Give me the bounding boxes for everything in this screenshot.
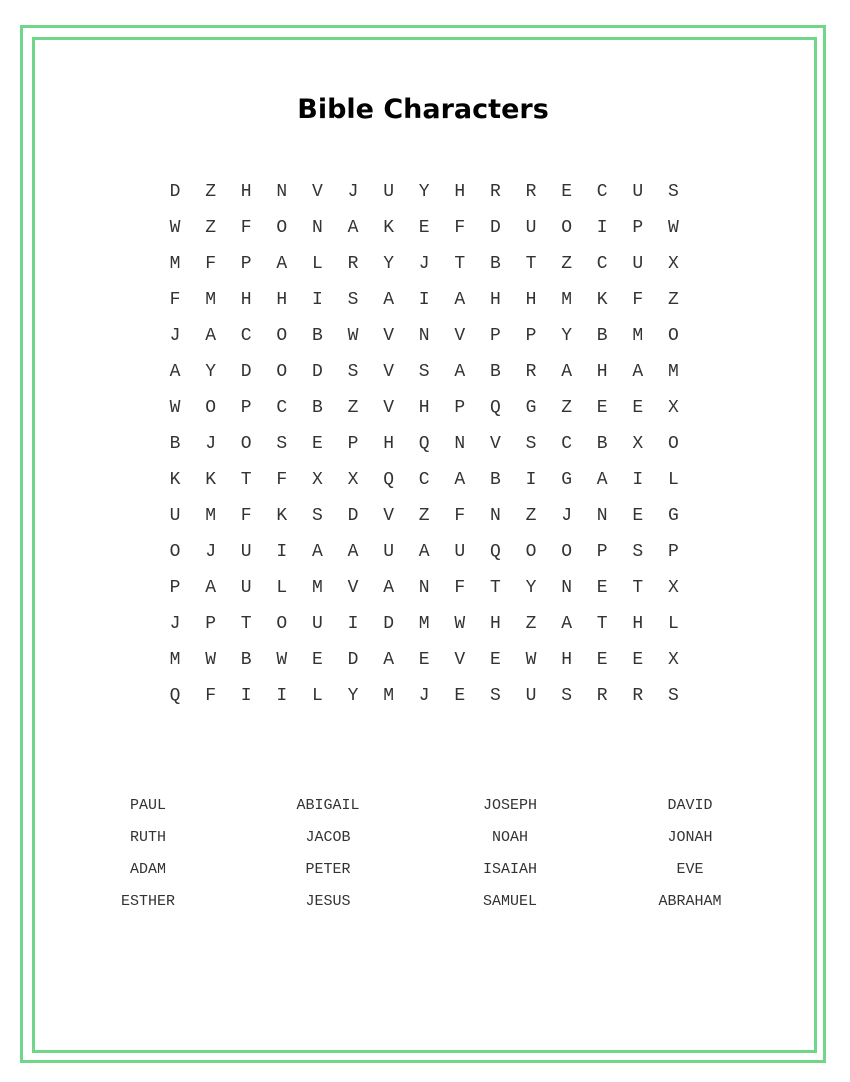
grid-letter: P bbox=[240, 398, 252, 418]
grid-letter: O bbox=[276, 218, 288, 238]
grid-letter: N bbox=[489, 506, 501, 526]
grid-letter: T bbox=[596, 614, 608, 634]
grid-letter: E bbox=[418, 650, 430, 670]
grid-letter: H bbox=[240, 290, 252, 310]
grid-letter: T bbox=[525, 254, 537, 274]
grid-letter: X bbox=[632, 434, 644, 454]
grid-letter: D bbox=[489, 218, 501, 238]
grid-letter: N bbox=[596, 506, 608, 526]
grid-letter: Z bbox=[525, 614, 537, 634]
grid-letter: R bbox=[632, 686, 644, 706]
word-list-item: ABRAHAM bbox=[658, 893, 722, 910]
grid-letter: T bbox=[454, 254, 466, 274]
grid-letter: P bbox=[667, 542, 679, 562]
grid-letter: V bbox=[383, 362, 394, 382]
grid-letter: N bbox=[276, 182, 288, 202]
grid-letter: O bbox=[561, 542, 572, 562]
grid-letter: H bbox=[525, 290, 537, 310]
grid-letter: O bbox=[205, 398, 216, 418]
grid-letter: H bbox=[240, 182, 252, 202]
grid-letter: O bbox=[169, 542, 181, 562]
grid-letter: O bbox=[276, 326, 288, 346]
grid-letter: C bbox=[240, 326, 252, 346]
grid-letter: W bbox=[169, 218, 181, 238]
grid-letter: A bbox=[561, 614, 572, 634]
grid-letter: S bbox=[525, 434, 537, 454]
grid-letter: S bbox=[561, 686, 572, 706]
grid-letter: V bbox=[383, 326, 394, 346]
grid-letter: A bbox=[454, 470, 466, 490]
grid-letter: E bbox=[632, 506, 644, 526]
grid-letter: O bbox=[240, 434, 252, 454]
grid-letter: A bbox=[454, 290, 466, 310]
grid-letter: J bbox=[169, 614, 181, 634]
grid-letter: J bbox=[561, 506, 572, 526]
grid-letter: Z bbox=[561, 254, 572, 274]
grid-letter: I bbox=[276, 542, 288, 562]
grid-letter: P bbox=[240, 254, 252, 274]
grid-letter: V bbox=[454, 650, 466, 670]
grid-letter: X bbox=[667, 398, 679, 418]
grid-letter: I bbox=[525, 470, 537, 490]
page-title: Bible Characters bbox=[297, 94, 549, 125]
grid-letter: A bbox=[169, 362, 181, 382]
grid-letter: X bbox=[347, 470, 359, 490]
grid-letter: Z bbox=[205, 218, 216, 238]
word-list-item: DAVID bbox=[667, 797, 713, 814]
grid-letter: B bbox=[489, 362, 501, 382]
word-list-item: ABIGAIL bbox=[296, 797, 360, 814]
word-list-item: SAMUEL bbox=[482, 893, 537, 910]
grid-letter: V bbox=[454, 326, 466, 346]
grid-letter: K bbox=[169, 470, 181, 490]
grid-letter: I bbox=[596, 218, 608, 238]
grid-letter: J bbox=[169, 326, 181, 346]
grid-letter: S bbox=[418, 362, 430, 382]
grid-letter: L bbox=[276, 578, 288, 598]
word-list-item: ISAIAH bbox=[482, 861, 537, 878]
grid-letter: N bbox=[418, 578, 430, 598]
grid-letter: D bbox=[347, 506, 359, 526]
grid-letter: M bbox=[561, 290, 572, 310]
word-list-item: JOSEPH bbox=[482, 797, 537, 814]
grid-letter: P bbox=[489, 326, 501, 346]
grid-letter: U bbox=[383, 182, 394, 202]
grid-letter: L bbox=[667, 470, 679, 490]
grid-letter: W bbox=[525, 650, 537, 670]
grid-letter: A bbox=[276, 254, 288, 274]
grid-letter: A bbox=[383, 578, 394, 598]
grid-letter: P bbox=[347, 434, 359, 454]
grid-letter: R bbox=[489, 182, 501, 202]
grid-letter: A bbox=[383, 650, 394, 670]
grid-letter: E bbox=[596, 578, 608, 598]
grid-letter: T bbox=[240, 470, 252, 490]
grid-letter: B bbox=[311, 326, 323, 346]
grid-letter: V bbox=[383, 398, 394, 418]
grid-letter: S bbox=[276, 434, 288, 454]
grid-letter: O bbox=[276, 362, 288, 382]
grid-letter: F bbox=[240, 506, 252, 526]
word-list-item: JESUS bbox=[305, 893, 351, 910]
grid-letter: V bbox=[383, 506, 394, 526]
grid-letter: E bbox=[454, 686, 466, 706]
grid-letter: D bbox=[347, 650, 359, 670]
grid-letter: F bbox=[276, 470, 288, 490]
grid-letter: M bbox=[311, 578, 323, 598]
grid-letter: O bbox=[667, 434, 679, 454]
grid-letter: K bbox=[276, 506, 288, 526]
grid-letter: W bbox=[454, 614, 466, 634]
grid-letter: J bbox=[418, 686, 430, 706]
grid-letter: T bbox=[632, 578, 644, 598]
grid-letter: C bbox=[276, 398, 288, 418]
grid-letter: U bbox=[632, 254, 644, 274]
grid-letter: U bbox=[311, 614, 323, 634]
grid-letter: B bbox=[489, 470, 501, 490]
grid-letter: S bbox=[667, 686, 679, 706]
grid-letter: I bbox=[347, 614, 359, 634]
grid-letter: M bbox=[383, 686, 394, 706]
grid-letter: G bbox=[525, 398, 537, 418]
grid-letter: E bbox=[596, 650, 608, 670]
word-list-item: EVE bbox=[676, 861, 704, 878]
grid-letter: R bbox=[596, 686, 608, 706]
grid-letter: Q bbox=[489, 398, 501, 418]
grid-letter: M bbox=[169, 254, 181, 274]
grid-letter: R bbox=[525, 182, 537, 202]
grid-letter: Y bbox=[383, 254, 394, 274]
grid-letter: K bbox=[383, 218, 394, 238]
grid-letter: U bbox=[525, 686, 537, 706]
grid-letter: H bbox=[561, 650, 572, 670]
grid-letter: X bbox=[667, 578, 679, 598]
grid-letter: N bbox=[311, 218, 323, 238]
grid-letter: K bbox=[205, 470, 216, 490]
grid-letter: W bbox=[169, 398, 181, 418]
grid-letter: M bbox=[418, 614, 430, 634]
grid-letter: W bbox=[276, 650, 288, 670]
grid-letter: P bbox=[169, 578, 181, 598]
grid-letter: O bbox=[276, 614, 288, 634]
grid-letter: Z bbox=[205, 182, 216, 202]
grid-letter: F bbox=[240, 218, 252, 238]
grid-letter: C bbox=[561, 434, 572, 454]
grid-letter: A bbox=[205, 578, 216, 598]
grid-letter: S bbox=[347, 290, 359, 310]
grid-letter: T bbox=[489, 578, 501, 598]
grid-letter: Y bbox=[347, 686, 359, 706]
grid-letter: N bbox=[418, 326, 430, 346]
grid-letter: V bbox=[311, 182, 323, 202]
grid-letter: F bbox=[169, 290, 181, 310]
grid-letter: P bbox=[205, 614, 216, 634]
grid-letter: Q bbox=[489, 542, 501, 562]
grid-letter: Z bbox=[525, 506, 537, 526]
word-list-item: JACOB bbox=[305, 829, 351, 846]
grid-letter: S bbox=[347, 362, 359, 382]
grid-letter: H bbox=[418, 398, 430, 418]
grid-letter: J bbox=[205, 434, 216, 454]
grid-letter: L bbox=[311, 686, 323, 706]
grid-letter: B bbox=[240, 650, 252, 670]
grid-letter: U bbox=[525, 218, 537, 238]
grid-letter: Y bbox=[561, 326, 572, 346]
grid-letter: B bbox=[311, 398, 323, 418]
grid-letter: H bbox=[383, 434, 394, 454]
grid-letter: K bbox=[596, 290, 608, 310]
grid-letter: Z bbox=[667, 290, 679, 310]
grid-letter: M bbox=[205, 290, 216, 310]
grid-letter: T bbox=[240, 614, 252, 634]
grid-letter: B bbox=[489, 254, 501, 274]
grid-letter: M bbox=[667, 362, 679, 382]
grid-letter: W bbox=[205, 650, 216, 670]
grid-letter: W bbox=[347, 326, 359, 346]
grid-letter: G bbox=[561, 470, 572, 490]
grid-letter: D bbox=[169, 182, 181, 202]
grid-letter: Q bbox=[418, 434, 430, 454]
grid-letter: H bbox=[596, 362, 608, 382]
grid-letter: Y bbox=[525, 578, 537, 598]
grid-letter: Q bbox=[383, 470, 394, 490]
grid-letter: U bbox=[454, 542, 466, 562]
grid-letter: Y bbox=[205, 362, 216, 382]
grid-letter: R bbox=[347, 254, 359, 274]
grid-letter: F bbox=[205, 686, 216, 706]
grid-letter: F bbox=[454, 506, 466, 526]
grid-letter: E bbox=[311, 434, 323, 454]
grid-letter: E bbox=[632, 650, 644, 670]
grid-letter: A bbox=[632, 362, 644, 382]
grid-letter: Z bbox=[561, 398, 572, 418]
grid-letter: C bbox=[418, 470, 430, 490]
grid-letter: F bbox=[632, 290, 644, 310]
grid-letter: I bbox=[418, 290, 430, 310]
grid-letter: A bbox=[383, 290, 394, 310]
grid-letter: Q bbox=[169, 686, 181, 706]
grid-letter: I bbox=[311, 290, 323, 310]
word-list-item: NOAH bbox=[491, 829, 528, 846]
grid-letter: H bbox=[632, 614, 644, 634]
grid-letter: I bbox=[240, 686, 252, 706]
grid-letter: N bbox=[561, 578, 572, 598]
word-list-item: JONAH bbox=[667, 829, 713, 846]
grid-letter: X bbox=[667, 650, 679, 670]
grid-letter: X bbox=[311, 470, 323, 490]
grid-letter: A bbox=[418, 542, 430, 562]
grid-letter: O bbox=[561, 218, 572, 238]
grid-letter: H bbox=[489, 290, 501, 310]
grid-letter: S bbox=[632, 542, 644, 562]
grid-letter: A bbox=[454, 362, 466, 382]
grid-letter: E bbox=[489, 650, 501, 670]
grid-letter: C bbox=[596, 254, 608, 274]
grid-letter: M bbox=[632, 326, 644, 346]
grid-letter: F bbox=[205, 254, 216, 274]
grid-letter: S bbox=[667, 182, 679, 202]
grid-letter: J bbox=[205, 542, 216, 562]
grid-letter: A bbox=[347, 542, 359, 562]
grid-letter: E bbox=[596, 398, 608, 418]
grid-letter: H bbox=[454, 182, 466, 202]
word-list-item: ESTHER bbox=[120, 893, 175, 910]
grid-letter: P bbox=[525, 326, 537, 346]
grid-letter: E bbox=[632, 398, 644, 418]
grid-letter: U bbox=[240, 578, 252, 598]
grid-letter: L bbox=[667, 614, 679, 634]
grid-letter: F bbox=[454, 578, 466, 598]
grid-letter: E bbox=[561, 182, 572, 202]
grid-letter: U bbox=[632, 182, 644, 202]
grid-letter: B bbox=[169, 434, 181, 454]
grid-letter: X bbox=[667, 254, 679, 274]
grid-letter: H bbox=[276, 290, 288, 310]
grid-letter: E bbox=[418, 218, 430, 238]
grid-letter: O bbox=[667, 326, 679, 346]
grid-letter: J bbox=[347, 182, 359, 202]
grid-letter: P bbox=[596, 542, 608, 562]
grid-letter: S bbox=[311, 506, 323, 526]
grid-letter: Y bbox=[418, 182, 430, 202]
grid-letter: N bbox=[454, 434, 466, 454]
word-list-item: PAUL bbox=[129, 797, 166, 814]
grid-letter: S bbox=[489, 686, 501, 706]
grid-letter: U bbox=[383, 542, 394, 562]
word-list-item: PETER bbox=[305, 861, 351, 878]
grid-letter: H bbox=[489, 614, 501, 634]
word-list-item: ADAM bbox=[129, 861, 166, 878]
grid-letter: V bbox=[347, 578, 359, 598]
grid-letter: I bbox=[276, 686, 288, 706]
grid-letter: U bbox=[169, 506, 181, 526]
grid-letter: B bbox=[596, 326, 608, 346]
grid-letter: A bbox=[311, 542, 323, 562]
grid-letter: I bbox=[632, 470, 644, 490]
grid-letter: W bbox=[667, 218, 679, 238]
grid-letter: R bbox=[525, 362, 537, 382]
grid-letter: M bbox=[205, 506, 216, 526]
grid-letter: P bbox=[454, 398, 466, 418]
grid-letter: B bbox=[596, 434, 608, 454]
grid-letter: A bbox=[596, 470, 608, 490]
grid-letter: M bbox=[169, 650, 181, 670]
grid-letter: J bbox=[418, 254, 430, 274]
grid-letter: D bbox=[311, 362, 323, 382]
grid-letter: A bbox=[561, 362, 572, 382]
grid-letter: G bbox=[667, 506, 679, 526]
grid-letter: L bbox=[311, 254, 323, 274]
grid-letter: C bbox=[596, 182, 608, 202]
grid-letter: D bbox=[240, 362, 252, 382]
grid-letter: Z bbox=[418, 506, 430, 526]
grid-letter: A bbox=[205, 326, 216, 346]
word-list-item: RUTH bbox=[129, 829, 166, 846]
grid-letter: Z bbox=[347, 398, 359, 418]
grid-letter: F bbox=[454, 218, 466, 238]
grid-letter: O bbox=[525, 542, 537, 562]
grid-letter: U bbox=[240, 542, 252, 562]
grid-letter: P bbox=[632, 218, 644, 238]
grid-letter: V bbox=[489, 434, 501, 454]
grid-letter: A bbox=[347, 218, 359, 238]
grid-letter: D bbox=[383, 614, 394, 634]
grid-letter: E bbox=[311, 650, 323, 670]
